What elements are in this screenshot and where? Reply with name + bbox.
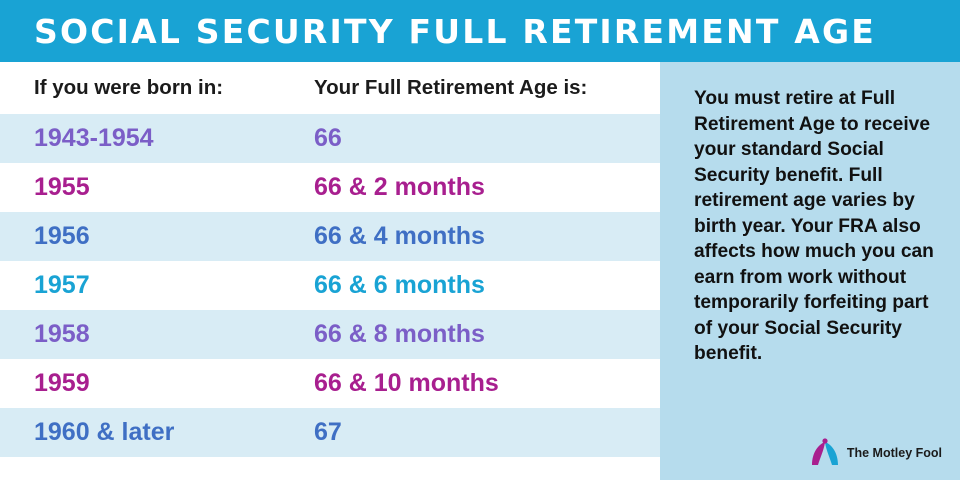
note-panel	[660, 62, 960, 480]
table-row	[0, 261, 660, 310]
cell-full-retirement-age: 66 & 8 months	[314, 320, 485, 348]
jester-hat-icon	[810, 438, 840, 468]
cell-birth-year: 1957	[34, 271, 90, 299]
table-header-row	[0, 62, 660, 114]
table-row	[0, 408, 660, 457]
cell-full-retirement-age: 66 & 4 months	[314, 222, 485, 250]
cell-birth-year: 1955	[34, 173, 90, 201]
cell-birth-year: 1959	[34, 369, 90, 397]
note-text: You must retire at Full Retirement Age to receive your standard Social Security benefit. Full retirement age varies by birth year. Your FRA also affects how much you can earn from work without temporarily forfeiting part of your Social Security benefit.	[694, 88, 934, 365]
table-body	[0, 114, 660, 457]
table-row	[0, 310, 660, 359]
cell-birth-year: 1956	[34, 222, 90, 250]
column-header-birth-year: If you were born in:	[34, 76, 224, 99]
cell-birth-year: 1943-1954	[34, 124, 154, 152]
cell-birth-year: 1960 & later	[34, 418, 175, 446]
cell-full-retirement-age: 66	[314, 124, 342, 152]
page-title: SOCIAL SECURITY FULL RETIREMENT AGE	[34, 11, 877, 51]
table-row	[0, 359, 660, 408]
table-row	[0, 114, 660, 163]
retirement-age-table	[0, 62, 660, 480]
cell-full-retirement-age: 66 & 10 months	[314, 369, 499, 397]
cell-full-retirement-age: 67	[314, 418, 342, 446]
column-header-full-retirement-age: Your Full Retirement Age is:	[314, 76, 588, 99]
cell-full-retirement-age: 66 & 6 months	[314, 271, 485, 299]
motley-fool-logo	[810, 438, 942, 468]
cell-full-retirement-age: 66 & 2 months	[314, 173, 485, 201]
logo-text: The Motley Fool	[846, 446, 942, 460]
header-banner	[0, 0, 960, 62]
table-row	[0, 212, 660, 261]
table-row	[0, 163, 660, 212]
cell-birth-year: 1958	[34, 320, 90, 348]
